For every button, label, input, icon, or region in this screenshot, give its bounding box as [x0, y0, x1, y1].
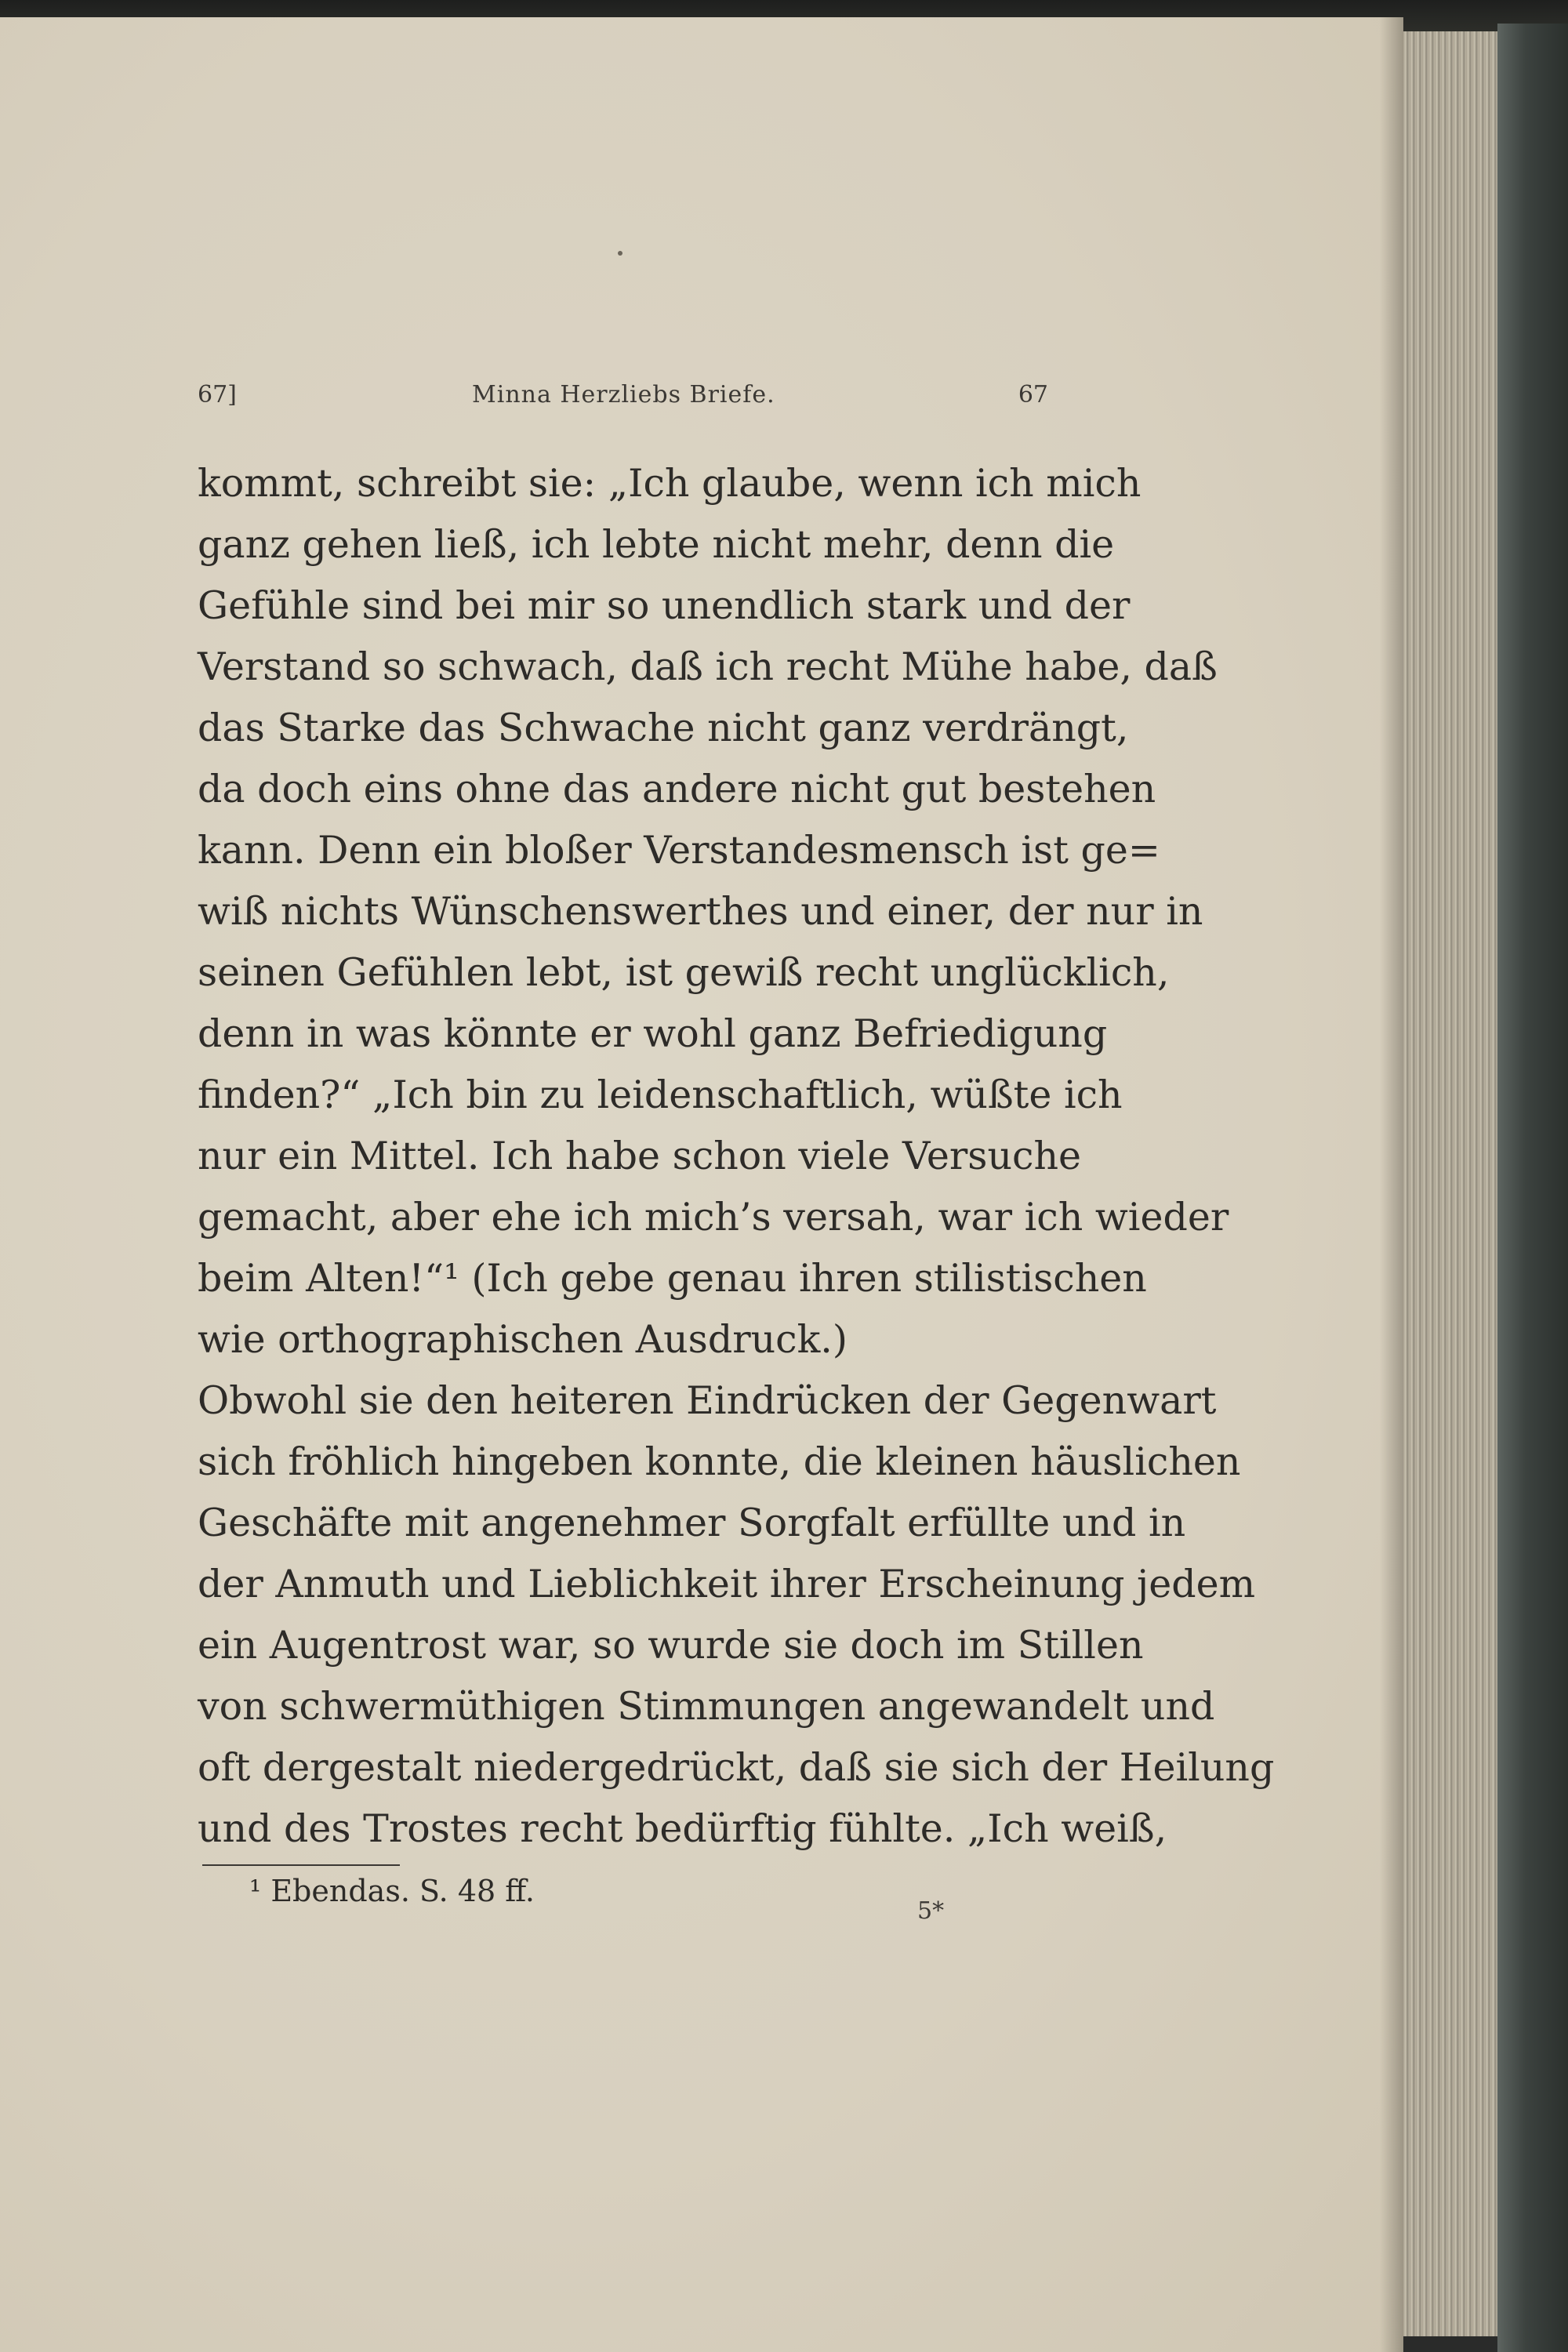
signature-mark: 5* [917, 1897, 945, 1925]
text-line: kann. Denn ein bloßer Verstandesmensch ist ge= [198, 828, 1160, 873]
text-line: gemacht, aber ehe ich mich’s versah, war ich wieder [198, 1195, 1229, 1240]
text-line: Verstand so schwach, daß ich recht Mühe habe, daß [198, 644, 1218, 689]
text-line: das Starke das Schwache nicht ganz verdrängt, [198, 706, 1129, 750]
text-line: ganz gehen ließ, ich lebte nicht mehr, denn die [198, 522, 1115, 567]
page-number: 67 [1018, 381, 1048, 408]
text-line: da doch eins ohne das andere nicht gut bestehen [198, 767, 1156, 811]
text-line: Geschäfte mit angenehmer Sorgfalt erfüllte und in [198, 1501, 1186, 1545]
book-cover-edge [1497, 24, 1568, 2352]
running-head-page-ref: 67] [198, 381, 237, 408]
footnote: ¹ Ebendas. S. 48 ff. [249, 1874, 535, 1908]
running-head [198, 381, 1048, 412]
page-stack-edge [1403, 31, 1497, 2336]
text-line: finden?“ „Ich bin zu leidenschaftlich, wüßte ich [198, 1073, 1123, 1117]
text-line: sich fröhlich hingeben konnte, die kleinen häuslichen [198, 1439, 1241, 1484]
text-line: nur ein Mittel. Ich habe schon viele Versuche [198, 1134, 1081, 1178]
paper-speck [618, 251, 622, 256]
text-line: beim Alten!“¹ (Ich gebe genau ihren stilistischen [198, 1256, 1147, 1301]
running-head-title: Minna Herzliebs Briefe. [472, 381, 775, 408]
text-line: kommt, schreibt sie: „Ich glaube, wenn ich mich [198, 461, 1142, 506]
text-line: seinen Gefühlen lebt, ist gewiß recht unglücklich, [198, 950, 1170, 995]
text-line: oft dergestalt niedergedrückt, daß sie sich der Heilung [198, 1745, 1275, 1790]
text-line: Obwohl sie den heiteren Eindrücken der Gegenwart [198, 1378, 1217, 1423]
body-text [198, 453, 1275, 1860]
text-line: denn in was könnte er wohl ganz Befriedigung [198, 1011, 1108, 1056]
text-line: wie orthographischen Ausdruck.) [198, 1317, 848, 1362]
text-line: Gefühle sind bei mir so unendlich stark und der [198, 583, 1131, 628]
text-line: von schwermüthigen Stimmungen angewandelt und [198, 1684, 1215, 1729]
gutter-shade [1380, 17, 1403, 2352]
text-line: der Anmuth und Lieblichkeit ihrer Erscheinung jedem [198, 1562, 1256, 1606]
text-line: und des Trostes recht bedürftig fühlte. „Ich weiß, [198, 1806, 1167, 1851]
text-line: wiß nichts Wünschenswerthes und einer, der nur in [198, 889, 1203, 934]
text-line: ein Augentrost war, so wurde sie doch im Stillen [198, 1623, 1144, 1668]
footnote-rule [202, 1864, 400, 1866]
